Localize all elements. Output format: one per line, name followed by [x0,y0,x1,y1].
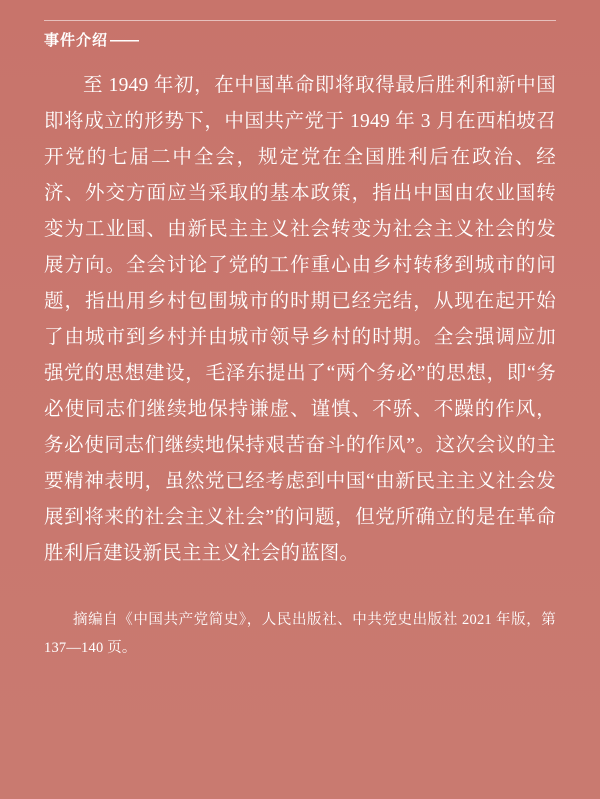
source-citation: 摘编自《中国共产党简史》，人民出版社、中共党史出版社 2021 年版，第 137—140 页。 [44,612,556,656]
section-heading-dashes: —— [110,32,139,49]
section-heading-label: 事件介绍 [44,32,109,49]
body-paragraph: 至 1949 年初，在中国革命即将取得最后胜利和新中国即将成立的形势下，中国共产党于 1949 年 3 月在西柏坡召开党的七届二中全会，规定党在全国胜利后在政治、经济、外交方面应当采取的基本政策，指出中国由农业国转变为工业国、由新民主主义社会转变为社会主义社会的发展方向。全会讨论了党的工作重心由乡村转移到城市的问题，指出用乡村包围城市的时期已经完结，从现在起开始了由城市到乡村并由城市领导乡村的时期。全会强调应加强党的思想建设，毛泽东提出了“两个务必”的思想，即“务必使同志们继续地保持谦虚、谨慎、不骄、不躁的作风，务必使同志们继续地保持艰苦奋斗的作风”。这次会议的主要精神表明，虽然党已经考虑到中国“由新民主主义社会发展到将来的社会主义社会”的问题，但党所确立的是在革命胜利后建设新民主主义社会的蓝图。 [44,75,556,564]
top-divider [44,20,556,21]
section-heading [44,0,556,50]
